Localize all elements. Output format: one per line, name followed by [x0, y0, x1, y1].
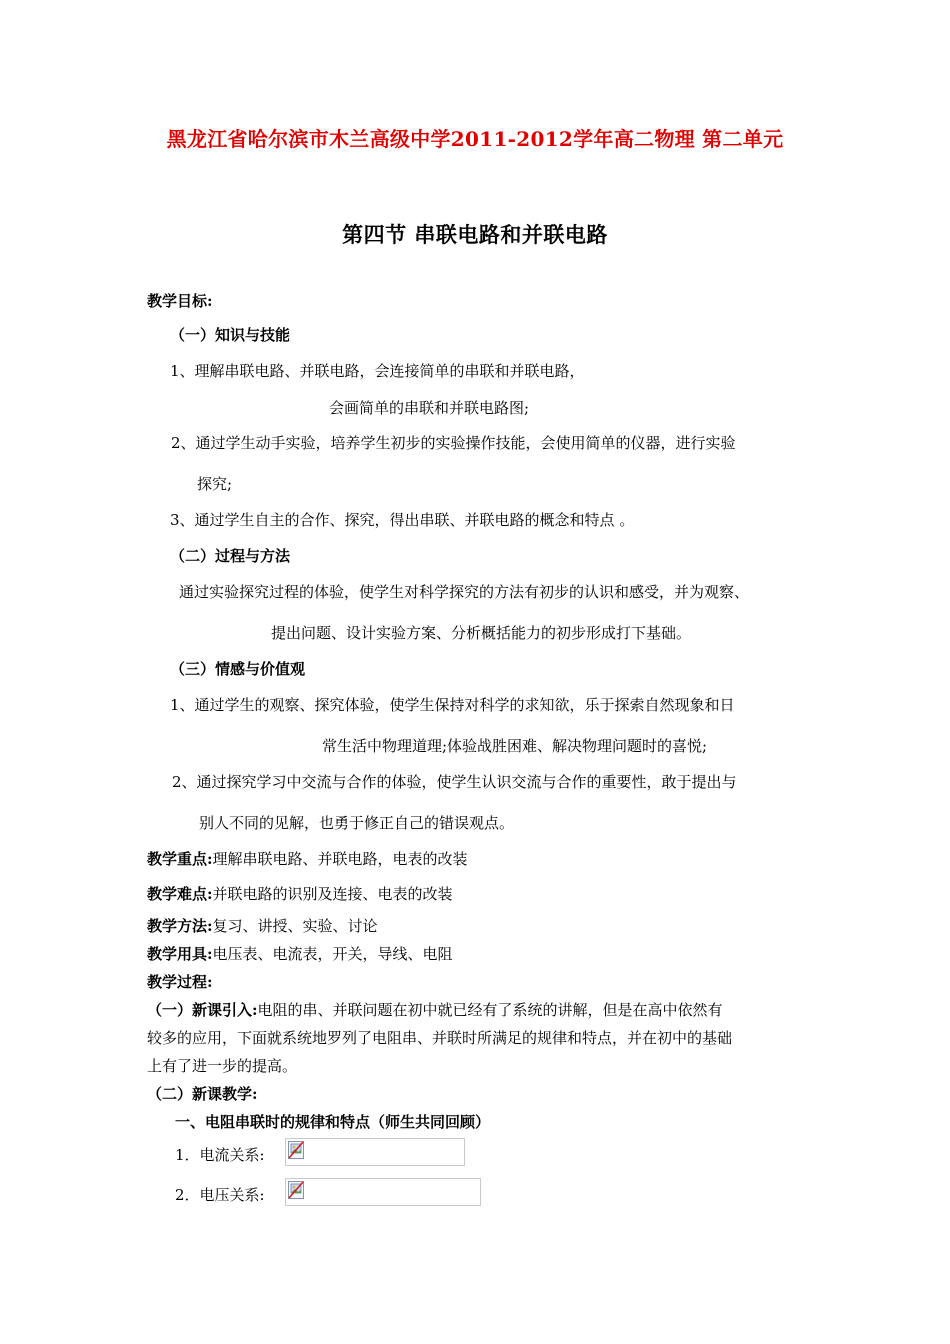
- knowledge-item-2-cont: 探究;: [197, 475, 233, 493]
- intro-line-3: 上有了进一步的提高。: [147, 1057, 298, 1075]
- section-title: 第四节 串联电路和并联电路: [342, 222, 608, 247]
- tools-label: 教学用具:: [147, 945, 213, 963]
- current-relation-label: 1．电流关系:: [175, 1146, 265, 1164]
- intro-line-2: 较多的应用，下面就系统地罗列了电阻串、并联时所满足的规律和特点，并在初中的基础: [147, 1029, 733, 1047]
- knowledge-item-1-cont: 会画简单的串联和并联电路图;: [329, 399, 530, 417]
- objectives-heading: 教学目标:: [147, 292, 213, 310]
- voltage-relation-label: 2．电压关系:: [175, 1186, 265, 1204]
- emotion-item-2: 2、通过探究学习中交流与合作的体验，使学生认识交流与合作的重要性，敢于提出与: [172, 773, 737, 791]
- methods-text: 复习、讲授、实验、讨论: [212, 917, 378, 935]
- intro-line-1: [147, 999, 723, 1020]
- series-heading: 一、电阻串联时的规律和特点（师生共同回顾）: [175, 1113, 491, 1131]
- emotion-heading: （三）情感与价值观: [170, 660, 306, 678]
- intro-text-1: 电阻的串、并联问题在初中就已经有了系统的讲解，但是在高中依然有: [257, 1001, 723, 1019]
- emotion-item-2-cont: 别人不同的见解，也勇于修正自己的错误观点。: [199, 814, 515, 832]
- process-line-2: 提出问题、设计实验方案、分析概括能力的初步形成打下基础。: [271, 624, 692, 642]
- intro-label: （一）新课引入:: [147, 1001, 258, 1019]
- voltage-relation-image: [285, 1178, 481, 1206]
- broken-image-icon: [288, 1141, 304, 1159]
- difficulties: [147, 883, 453, 904]
- knowledge-item-2: 2、通过学生动手实验，培养学生初步的实验操作技能，会使用简单的仪器，进行实验: [171, 434, 736, 452]
- broken-image-icon: [288, 1181, 304, 1199]
- emotion-item-1-cont: 常生活中物理道理;体验战胜困难、解决物理问题时的喜悦;: [322, 737, 708, 755]
- knowledge-item-3: 3、通过学生自主的合作、探究，得出串联、并联电路的概念和特点 。: [170, 511, 635, 529]
- tools: [147, 943, 453, 964]
- emotion-item-1: 1、通过学生的观察、探究体验，使学生保持对科学的求知欲，乐于探索自然现象和日: [170, 696, 735, 714]
- key-points-text: 理解串联电路、并联电路，电表的改装: [212, 850, 468, 868]
- knowledge-heading: （一）知识与技能: [170, 326, 291, 344]
- knowledge-item-1: 1、理解串联电路、并联电路，会连接简单的串联和并联电路，: [170, 362, 585, 380]
- new-lesson-heading: （二）新课教学:: [147, 1085, 258, 1103]
- document-title: 黑龙江省哈尔滨市木兰高级中学2011-2012学年高二物理 第二单元: [166, 127, 784, 151]
- process-heading: （二）过程与方法: [170, 547, 291, 565]
- current-relation-image: [285, 1138, 465, 1166]
- difficulties-text: 并联电路的识别及连接、电表的改装: [212, 885, 453, 903]
- key-points: [147, 848, 468, 869]
- key-points-label: 教学重点:: [147, 850, 213, 868]
- methods-label: 教学方法:: [147, 917, 213, 935]
- methods: [147, 915, 378, 936]
- tools-text: 电压表、电流表，开关，导线、电阻: [212, 945, 453, 963]
- difficulties-label: 教学难点:: [147, 885, 213, 903]
- process-line-1: 通过实验探究过程的体验，使学生对科学探究的方法有初步的认识和感受，并为观察、: [179, 583, 750, 601]
- process-section-heading: 教学过程:: [147, 973, 213, 991]
